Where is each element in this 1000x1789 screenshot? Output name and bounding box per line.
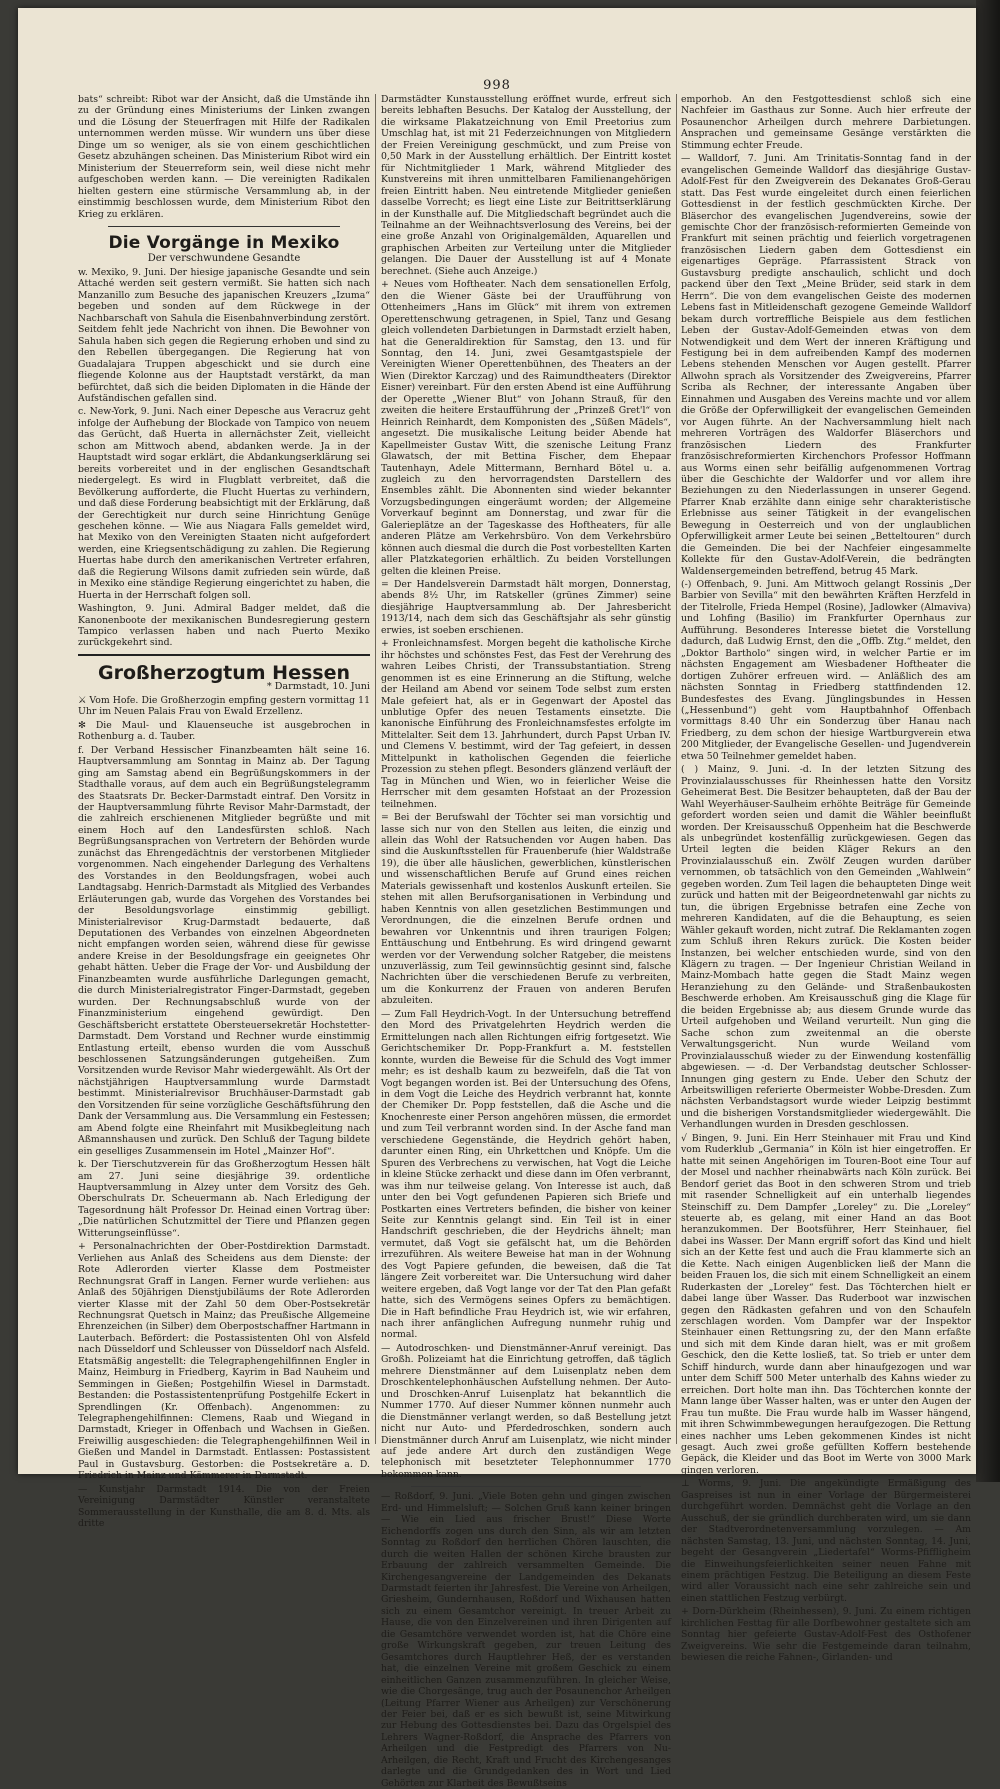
worms-article: ⊥ Worms, 9. Juni. Die angekündigte Ermäßigung des Gaspreises ist nun in einer Vorlage der Bürgermeisterei durchgeführt worden. Demnächst geht die Vorlage an den Ausschuß, der sie gründlich durchberaten wird, um sie dann der Stadtverordnetenversammlung vorzulegen. — Am nächsten Samstag, 13. Juni, und nächsten Sonntag, 14. Juni, begeht der Gesangverein „Liedertafel“ Worms-Pfiffligheim die Einweihungsfeierlichkeiten seiner neuen Fahne mit einem prächtigen Festzug. Die Beteiligung an diesem Feste wird aller Voraussicht nach eine sehr zahlreiche sein und einen stattlichen Festzug verbürgt. bbox=[681, 1478, 971, 1604]
offenbach-article: (-) Offenbach, 9. Juni. Am Mittwoch gelangt Rossinis „Der Barbier von Sevilla“ mit den bewährten Kräften Herzfeld in der Titelrolle, Frieda Hempel (Rosine), Jadlowker (Almaviva) und Lohfing (Basilio) im Frankfurter Opernhaus zur Aufführung. Besonderes Interesse bietet die Vorstellung dadurch, daß Ludwig Ernst, den die „Offb. Ztg.“ meldet, den „Doktor Bartholo“ singen wird, in welcher Partie er im nächsten Engagement am Wiesbadener Hoftheater die dortigen Zuhörer erfreuen wird. — Anläßlich des am nächsten Sonntag in Friedberg stattfindenden 12. Bundesfestes des Evang. Jünglingsbundes in Hessen („Hessenbund“) geht vom Hauptbahnhof Offenbach vormittags 8.40 Uhr ein Sonderzug über Hanau nach Friedberg, zu dem schon der hiesige Wartburgverein etwa 200 Mitglieder, der Evangelische Gesellen- und Jugendverein etwa 50 Teilnehmer gemeldet haben. bbox=[681, 579, 971, 762]
walldorf-article: — Walldorf, 7. Juni. Am Trinitatis-Sonntag fand in der evangelischen Gemeinde Walldorf das diesjährige Gustav-Adolf-Fest für den Zweigverein des Dekanates Groß-Gerau statt. Das Fest wurde eingeleitet durch einen feierlichen Gottesdienst in der festlich geschmückten Kirche. Der Bläserchor des evangelischen Jugendvereins, sowie der gemischte Chor der französisch-reformierten Gemeinde von Frankfurt mit seinen prächtig und feierlich vorgetragenen französischen Liedern gaben dem Gottesdienst ein eigenartiges Gepräge. Pfarrassistent Strack von Gustavsburg predigte anschaulich, schlicht und doch packend über den Text „Meine Brüder, seid stark in dem Herrn“. Die von dem evangelischen Geiste des modernen Lebens fast in Mitleidenschaft gezogene Gemeinde Walldorf bekam durch vortreffliche Beispiele aus dem festlichen Leben der Gustav-Adolf-Gemeinden etwas von dem Notwendigkeit und dem Wert der inneren Kräftigung und Festigung bei in dem aufreibenden Kampf des modernen Lebens stehenden Menschen vor Augen gestellt. Pfarrer Allwohn sprach als Vorsitzender des Zweigvereins, Pfarrer Scriba als Rechner, der interessante Angaben über Einnahmen und Ausgaben des Vereins machte und vor allem die Größe der Opferwilligkeit der evangelischen Gemeinden vor Augen führte. An der Nachversammlung hielt nach mehreren Vorträgen des Waldorfer Bläserchors und französischen Liedern des Frankfurter französischreformierten Kirchenchors Professor Hoffmann aus Worms einen sehr beifällig aufgenommenen Vortrag über die Geschichte der Waldorfer und vor allem ihre Beziehungen zu den Niederlassungen in unserer Gegend. Pfarrer Knab erzählte dann einige sehr charakteristische Erlebnisse aus seiner Tätigkeit in der evangelischen Bewegung in Oesterreich und von der unglaublichen Opferwilligkeit armer Leute bei seinen „Betteltouren“ durch die Gemeinden. Die bei der Nachfeier eingesammelte Kollekte für den Gustav-Adolf-Verein, die bedrängten Waldensergemeinden betreffend, betrug 45 Mark. bbox=[681, 153, 971, 577]
rossdorf-article: — Roßdorf, 9. Juni. „Viele Boten gehn und gingen zwischen Erd- und Himmelsluft; — Solchen Gruß kann keiner bringen — Wie ein Lied aus frischer Brust!“ Diese Worte Eichendorffs zogen uns durch den Sinn, als wir am letzten Sonntag zu Roßdorf den herrlichen Chören lauschten, die durch die weiten Hallen der schönen Kirche brausten zur Erbauung der zahlreich versammelten Gemeinde. Die Kirchengesangvereine der Landgemeinden des Dekanats Darmstadt feierten ihr Jahresfest. Die Vereine von Arheilgen, Griesheim, Gundernhausen, Roßdorf und Wixhausen hatten sich zu einem Gesamtchor vereinigt. In treuer Arbeit zu Hause, die von den Einzelvereinen und ihren Dirigenten auf die Gesamtchöre verwendet worden ist, hat die Chöre eine große Wirkungskraft gegeben, zur treuen Leitung des Gesamtchores durch Hauptlehrer Heß, der es verstanden hat, die einzelnen Vereine mit großem Geschick zu einem einheitlichen Ganzen zusammenzuführen. In gleicher Weise, wie die Chorgesänge, trug auch der Posaunenchor Arheilgen (Leitung Pfarrer Wiener aus Arheilgen) zur Verschönerung der Feier bei, daß er es sich bewußt ist, seine Mitwirkung zur Hebung des Gottesdienstes bei. Dazu das Orgelspiel des Lehrers Wagner-Roßdorf, die Ansprache des Pfarrers von Arheilgen und die Festpredigt des Pfarrers von Nu-Arheilgen, die Recht, Kraft und Frucht des Kirchengesanges darlegte und die Grundgedanken des in Wort und Lied Gehörten zur Klarheit des Bewußtseins bbox=[381, 1491, 671, 1789]
bingen-article: √ Bingen, 9. Juni. Ein Herr Steinhauer mit Frau und Kind vom Ruderklub „Germania“ in Köln ist hier eingetroffen. Er hatte mit seinen Angehörigen im Touren-Boot eine Tour auf der Mosel und nachher rheinabwärts nach Köln zurück. Bei Bendorf geriet das Boot in den schweren Strom und trieb mit rasender Schnelligkeit auf ein unterhalb liegendes Steinschiff zu. Dem Dampfer „Loreley“ zu. Die „Loreley“ steuerte ab, es gelang, mit einer Hand an das Boot heranzukommen. Der Bootsführer, Herr Steinhauer, fiel dabei ins Wasser. Der Mann ergriff sofort das Kind und hielt sich an der Kette fest und auch die Frau klammerte sich an die Kette. Nach einigen Augenblicken ließ der Mann die beiden Frauen los, die sich mit einem Schnelligkeit an einem Ruderkasten der „Loreley“ fest. Das Töchterchen hielt er dabei lange über Wasser. Das Ruderboot war inzwischen gegen den Rädkasten gefahren und von den Schaufeln zerschlagen worden. Vom Dampfer war der Inspektor Steinhauer einen Rettungsring zu, der den Mann erfaßte und sich mit dem Kinde daran hielt, was er mit großem Geschick, den die Kette losließ, tat. So trieb er unter dem Schiff hindurch, wurde dann aber hinaufgezogen und war unter dem Schiff 500 Meter unterhalb des Kahns wieder zu erreichen. Dort holte man ihn. Das Töchterchen konnte der Mann lange über Wasser halten, was er unter den Augen der Frau tun mußte. Die Frau wurde halb im Wasser hängend, mit ihren Schwimmbewegungen heraufgezogen. Die Rettung eines nachher ums Leben gekommenen Kindes ist nicht gesagt. Auch zwei große gefüllten Koffern bestehende Gepäck, die Kleider und das Boot im Werte von 3000 Mark gingen verloren. bbox=[681, 1132, 971, 1476]
scan-edge bbox=[976, 0, 1000, 1482]
court-news: ⚔ Vom Hofe. Die Großherzogin empfing gestern vormittag 11 Uhr im Neuen Palais Frau von Ewald Erzellenz. bbox=[78, 694, 370, 718]
newspaper-page bbox=[18, 8, 976, 1789]
epidemic-news: ✻ Die Maul- und Klauenseuche ist ausgebrochen in Rothenburg a. d. Tauber. bbox=[78, 719, 370, 743]
hessen-dateline: * Darmstadt, 10. Juni bbox=[266, 680, 370, 692]
column-3 bbox=[681, 94, 971, 1664]
corpus-christi-article: + Fronleichnamsfest. Morgen begeht die katholische Kirche ihr höchstes und schönstes Fest, das Fest der Verehrung des wahren Leibes Christi, der Transsubstantiation. Streng genommen ist es eine Erinnerung an die Stiftung, welche der Heiland am Abend vor seinem Tode selbst zum ersten Male gefeiert hat, als er in Gegenwart der Apostel das unblutige Opfer des neuen Testaments einsetzte. Die kanonische Einführung des Fronleichnamsfestes erfolgte im Mittelalter. Seit dem 13. Jahrhundert, durch Papst Urban IV. und Clemens V. bestimmt, wird der Tag gefeiert, in dessen Mittelpunkt in katholischen Gegenden die feierliche Prozession zu stehen pflegt. Besonders glänzend verläuft der Tag in München und Wien, wo in feierlicher Weise die Herrscher mit dem gesamten Hofstaat an der Prozession teilnehmen. bbox=[381, 638, 671, 810]
mexico-article-2: c. New-York, 9. Juni. Nach einer Depesche aus Veracruz geht infolge der Aufhebung der Blockade von Tampico von neuem das Gerücht, daß Huerta in allernächster Zeit, vielleicht schon am Mittwoch abend, abdanken werde. Ja in der Hauptstadt wird sogar erklärt, die Abdankungserklärung sei bereits vorbereitet und in der englischen Gesandtschaft niedergelegt. Es wird in Flugblatt verbreitet, daß die Bevölkerung aufforderte, die Flucht Huertas zu verhindern, und daß diese Forderung beabsichtigt mit der Erklärung, daß der Gerechtigkeit nur durch seine Hinrichtung Genüge geschehen könne. — Wie aus Niagara Falls gemeldet wird, hat Mexiko von den Vereinigten Staaten nicht aufgefordert werden, eine Kriegsentschädigung zu zahlen. Die Regierung Huertas habe durch den amerikanischen Vertreter erfahren, daß die Regierung Wilsons damit zufrieden sein würde, daß in Mexiko eine ständige Regierung eingerichtet zu haben, die Huerta in der Herrschaft folgen soll. bbox=[78, 406, 370, 601]
trade-association-article: = Der Handelsverein Darmstadt hält morgen, Donnerstag, abends 8½ Uhr, im Ratskeller (grünes Zimmer) seine diesjährige Hauptversammlung ab. Der Jahresbericht 1913/14, nach dem sich das Geschäftsjahr als sehr günstig erwies, ist soeben erschienen. bbox=[381, 579, 671, 636]
art-year-article: — Kunstjahr Darmstadt 1914. Die von der Freien Vereinigung Darmstädter Künstler veranstaltete Sommerausstellung in der Kunsthalle, die am 8. d. Mts. als dritte bbox=[78, 1483, 370, 1530]
dorn-durkheim-article: + Dorn-Dürkheim (Rheinhessen), 9. Juni. Zu einem richtigen kirchlichen Festtag für alle Dorfbewohner gestaltete sich am Sonntag hier gefeierte Gustav-Adolf-Fest des Osthofener Zweigvereins. Wie sehr die Festgemeinde daran teilnahm, bewiesen die reiche Fahnen-, Girlanden- und bbox=[681, 1606, 971, 1664]
cab-call-article: — Autodroschken- und Dienstmänner-Anruf vereinigt. Das Großh. Polizeiamt hat die Einrichtung getroffen, daß täglich mehrere Dienstmänner auf dem Luisenplatz neben dem Droschkentelephonhäuschen Aufstellung nehmen. Der Auto- und Droschken-Anruf Luisenplatz hat bekanntlich die Nummer 1770. Auf dieser Nummer können nunmehr auch die Dienstmänner verlangt werden, so daß Bestellung jetzt nicht nur Auto- und Pferdedroschken, sondern auch Dienstmänner durch Anruf am Luisenplatz, wie nicht minder auf jede andere Art durch den zuständigen Wege telephonisch mit besetzteter Telephonnummer 1770 bekommen kann. bbox=[381, 1342, 671, 1480]
section-divider bbox=[108, 226, 340, 227]
column-rule-left bbox=[375, 94, 376, 1444]
court-theatre-article: + Neues vom Hoftheater. Nach dem sensationellen Erfolg, den die Wiener Gäste bei der Uraufführung von Ottenheimers „Hans im Glück“ mit ihrem von extremen Operettenschwung getragenen, in Spiel, Tanz und Gesang gleich vollendeten Darbietungen in Darmstadt erzielt haben, hat die Generaldirektion für Samstag, den 13. und für Sonntag, den 14. Juni, zwei Gesamtgastspiele der Vereinigten Wiener Operettenbühnen, des Theaters an der Wien (Direktor Karczag) und des Raimundtheaters (Direktor Eisner) vereinbart. Für den ersten Abend ist eine Aufführung der Operette „Wiener Blut“ von Johann Strauß, für den zweiten die heitere Erstaufführung der „Prinzeß Gret'l“ von Heinrich Reinhardt, dem Komponisten des „Süßen Mädels“, angesetzt. Die musikalische Leitung beider Abende hat Kapellmeister Gustav Witt, die szenische Leitung Franz Glawatsch, der mit Bettina Fischer, dem Ehepaar Tautenhayn, Adele Mittermann, Bernhard Bötel u. a. zugleich zu den hervorragendsten Darstellern des Ensembles zählt. Die Abonnenten sind wieder bekannter Vorzugsbedingungen eingeräumt worden; der Allgemeine Vorverkauf beginnt am Donnerstag, und zwar für die Galerieplätze an der Tageskasse des Hoftheaters, für alle anderen Plätze am Verkehrsbüro. Von dem Verkehrsbüro können auch diesmal die durch die Post vorbestellten Karten aller Platzkategorien erhältlich. Zu beiden Vorstellungen gelten die kleinen Preise. bbox=[381, 279, 671, 577]
column-1 bbox=[78, 94, 370, 1530]
hessen-headline: Großherzogtum Hessen bbox=[97, 661, 351, 684]
column-rule-right bbox=[676, 94, 677, 1444]
mexico-headline: Die Vorgänge in Mexiko bbox=[108, 232, 340, 253]
page-number: 998 bbox=[483, 78, 511, 93]
rossdorf-continued: emporhob. An den Festgottesdienst schloß sich eine Nachfeier im Gasthaus zur Sonne. Auch hier erfreute der Posaunenchor Arheilgen durch mehrere Darbietungen. Ansprachen und gemeinsame Gesänge verstärkten die Stimmung echter Freude. bbox=[681, 94, 971, 151]
post-personnel-article: + Personalnachrichten der Ober-Postdirektion Darmstadt. Verliehen aus Anlaß des Scheidens aus dem Dienste: der Rote Adlerorden vierter Klasse dem Postmeister Rechnungsrat Graff in Langen. Ferner wurde verliehen: aus Anlaß des 50jährigen Dienstjubiläums der Rote Adlerorden vierter Klasse mit der Zahl 50 dem Ober-Postsekretär Rechnungsrat Quetsch in Mainz; das Preußische Allgemeine Ehrenzeichen (in Silber) dem Oberpostschaffner Hartmann in Lauterbach. Befördert: die Postassistenten Ohl von Alsfeld nach Düsseldorf und Schleusser von Düsseldorf nach Alsfeld. Etatsmäßig angestellt: die Telegraphengehilfinnen Engler in Mainz, Heimburg in Friedberg, Kayrim in Bad Nauheim und Semmingen in Gießen; Postgehilfin Wiesel in Darmstadt. Bestanden: die Postassistentenprüfung Postgehilfe Eckert in Sprendlingen (Kr. Offenbach). Angenommen: zu Telegraphengehilfinnen: Clemens, Raab und Wiegand in Darmstadt, Krieger in Offenbach und Wachsen in Gießen. Freiwillig ausgeschieden: die Telegraphengehilfinnen Weil in Gießen und Mandel in Darmstadt. Entlassen: Postassistent Paul in Gustavsburg. Gestorben: die Postsekretäre a. D. Friedrich in Mainz und Kämmerer in Darmstadt. bbox=[78, 1241, 370, 1482]
mainz-article: ( ) Mainz, 9. Juni. -d. In der letzten Sitzung des Provinzialausschusses für Rheinhessen hatte den Vorsitz Geheimerat Best. Die Besitzer behaupteten, daß der Bau der Wahl Weyerhäuser-Saulheim erhöhte Beiträge für Gemeinde gefordert worden seien und damit die Wähler beeinflußt worden. Der Kreisausschuß Oppenheim hat die Beschwerde als unbegründet kostenfällig zurückgewiesen. Gegen das Urteil legten die beiden Kläger Rekurs an den Provinzialausschuß ein. Zwölf Zeugen wurden darüber vernommen, ob tatsächlich von den Gemeinden „Wahlwein“ gegeben worden. Zum Teil lagen die behaupteten Dinge weit zurück und hatten mit der Beigeordnetenwahl gar nichts zu tun, die übrigen Ergebnisse betrafen eine Zeche von mehreren Kandidaten, auf die die Behauptung, es seien Wähler gekauft worden, nicht zutraf. Die Reklamanten zogen zum Schluß ihren Rekurs zurück. Die Kosten beider Instanzen, bei welcher entschieden wurde, sind von den Klägern zu tragen. — Der Ingenieur Christian Weiland in Mainz-Mombach hatte gegen die Stadt Mainz wegen Heranziehung zu den Gelände- und Straßenbaukosten Beschwerde erhoben. Am Kreisausschuß ging die Klage für die beiden Ergebnisse ab; aus diesem Grunde wurde das Urteil aufgehoben und Weiland verurteilt. Nun ging die Sache schon zum zweitenmal an die oberste Verwaltungsgericht. Nun wurde Weiland vom Provinzialausschuß wieder zu der Einwendung kostenfällig abgewiesen. — -d. Der Verbandstag deutscher Schlosser-Innungen ging gestern zu Ende. Ueber den Schutz der Arbeitswilligen referierte Obermeister Wobbe-Dresden. Zum nächsten Verbandstagsort wurde wieder Leipzig bestimmt und die bisherigen Vorstandsmitglieder wiedergewählt. Die Verhandlungen wurden in Dresden geschlossen. bbox=[681, 764, 971, 1131]
heydrich-case-article: — Zum Fall Heydrich-Vogt. In der Untersuchung betreffend den Mord des Privatgelehrten Heydrich werden die Ermittelungen nach allen Richtungen eifrig fortgesetzt. Wie Gerichtschemiker Dr. Popp-Frankfurt a. M. feststellen konnte, wurden die Beweise für die Schuld des Vogt immer mehr; es ist deshalb kaum zu bezweifeln, daß die Tat von Vogt begangen worden ist. Bei der Untersuchung des Ofens, in dem Vogt die Leiche des Heydrich verbrannt hat, konnte der Chemiker Dr. Popp feststellen, daß die Asche und die Knochenreste einer Person angehören müssen, die ermordet und zum Teil verbrannt worden sind. In der Asche fand man verschiedene Gegenstände, die Heydrich gehört haben, darunter einen Ring, ein Uhrkettchen und Knöpfe. Um die Spuren des Verbrechens zu verwischen, hat Vogt die Leiche in kleine Stücke zerhackt und diese dann im Ofen verbrannt, was ihm nur teilweise gelang. Von Interesse ist auch, daß unter den bei Vogt gefundenen Papieren sich Briefe und Postkarten eines Vertreters befinden, die bisher von keiner Seite zur Kenntnis gelangt sind. Ein Teil ist in einer Handschrift geschrieben, die der Heydrichs ähnelt; man vermutet, daß Vogt sie gefälscht hat, um die Behörden irrezuführen. Als weitere Beweise hat man in der Wohnung des Vogt Papiere gefunden, die beweisen, daß die Tat längere Zeit vorbereitet war. Die Untersuchung wird daher weitere ergeben, daß Vogt lange vor der Tat den Plan gefaßt hatte, sich des Vermögens seines Opfers zu bemächtigen. Die in Haft befindliche Frau Heydrich ist, wie wir erfahren, nach ihrer anfänglichen Aufregung nunmehr ruhig und normal. bbox=[381, 1008, 671, 1341]
ribot-article-end: bats“ schreibt: Ribot war der Ansicht, daß die Umstände ihn zu der Gründung eines Ministeriums der Linken zwangen und die Lösung der Steuerfragen mit Hilfe der Radikalen unternommen werden müsse. Wir wundern uns über diese Dinge um so weniger, als sie von einem geschichtlichen Gesetz abzuhängen scheinen. Das Ministerium Ribot wird ein Ministerium der Steuerreform sein, weil diese nicht mehr aufgeschoben werden kann. — Die vereinigten Radikalen hielten gestern eine stürmische Versammlung ab, in der einstimmig beschlossen wurde, dem Ministerium Ribot den Krieg zu erklären. bbox=[78, 94, 370, 220]
mexico-article-3: Washington, 9. Juni. Admiral Badger meldet, daß die Kanonenboote der mexikanischen Bundesregierung gestern Tampico verlassen haben und nach Puerto Mexiko zurückgekehrt sind. bbox=[78, 603, 370, 649]
mexico-subheadline: Der verschwundene Gesandte bbox=[147, 252, 301, 264]
animal-protection-article: k. Der Tierschutzverein für das Großherzogtum Hessen hält am 27. Juni seine diesjährige 39. ordentliche Hauptversammlung in Alzey unter dem Vorsitz des Geh. Oberschulrats Dr. Scheuermann ab. Nach Erledigung der Tagesordnung hält Professor Dr. Heinad einen Vortrag über: „Die natürlichen Schutzmittel der Tiere und Pflanzen gegen Witterungseinflüsse“. bbox=[78, 1159, 370, 1239]
section-divider bbox=[78, 654, 370, 656]
mexico-article-1: w. Mexiko, 9. Juni. Der hiesige japanische Gesandte und sein Attaché werden seit gestern vermißt. Sie hatten sich nach Manzanillo zum Besuche des japanischen Kreuzers „Izuma“ begeben und sonden auf dem Rückwege in der Nachbarschaft von Sahula die Eisenbahnverbindung zerstört. Seitdem fehlt jede Nachricht von ihnen. Die Bewohner von Sahula haben sich gegen die Regierung erhoben und sind zu den Rebellen übergegangen. Die Regierung hat von Guadalajara Truppen abgeschickt und sie durch eine fliegende Kolonne aus der Hauptstadt verstärkt, da man befürchtet, daß sich die beiden Diplomaten in die Hände der Aufständischen gefallen sind. bbox=[78, 266, 370, 404]
art-exhibition-continued: Darmstädter Kunstausstellung eröffnet wurde, erfreut sich bereits lebhaften Besuchs. Der Katalog der Ausstellung, der die wirksame Plakatzeichnung von Emil Preetorius zum Umschlag hat, ist mit 21 Federzeichnungen von Mitgliedern der Freien Vereinigung geschmückt, und zum Preise von 0,50 Mark in der Ausstellung erhältlich. Der Eintritt kostet für Nichtmitglieder 1 Mark, während Mitglieder des Kunstvereins mit ihren unmittelbaren Familienangehörigen freien Eintritt haben. Neu eintretende Mitglieder genießen dasselbe Vorrecht; es liegt eine Liste zur Beitrittserklärung in der Kunsthalle auf. Die Mitgliedschaft begründet auch die Teilnahme an der Weihnachtsverlosung des Vereins, bei der eine große Anzahl von Originalgemälden, Aquarellen und graphischen Arbeiten zur Verteilung unter die Mitglieder gelangen. Die Dauer der Ausstellung ist auf 4 Monate berechnet. (Siehe auch Anzeige.) bbox=[381, 94, 671, 277]
career-choice-article: = Bei der Berufswahl der Töchter sei man vorsichtig und lasse sich nur von den Stellen aus leiten, die einzig und allein das Wohl der Ratsuchenden vor Augen haben. Das sind die Auskunftsstellen für Frauenberufe (hier Waldstraße 19), die über alle häuslichen, gewerblichen, künstlerischen und wissenschaftlichen Berufe auf Grund eines reichen Materials gewissenhaft und kostenlos Auskunft erteilen. Sie stehen mit allen Berufsorganisationen in Verbindung und haben Kenntnis von allen gesetzlichen Bestimmungen und Verordnungen, die die einzelnen Berufe ordnen und bewahren vor Unkenntnis und ihren traurigen Folgen; Enttäuschung und Entbehrung. Es wird dringend gewarnt werden vor der Verwendung solcher Ratgeber, die meistens unzuverlässig, zum Teil gewinnsüchtig gesinnt sind, falsche Nachrichten über die verschiedenen Berufe zu verbreiten, um die Konkurrenz der Frauen von anderen Berufen abzuleiten. bbox=[381, 812, 671, 1007]
column-2 bbox=[381, 94, 671, 1789]
finance-officials-article: f. Der Verband Hessischer Finanzbeamten hält seine 16. Hauptversammlung am Sonntag in Mainz ab. Der Tagung ging am Samstag abend ein Begrüßungskommers in der Stadthalle voraus, auf dem auch ein Begrüßungstelegramm des Staatsrats Dr. Becker-Darmstadt eintraf. Den Vorsitz in der Hauptversammlung führte Revisor Mahr-Darmstadt, der die zahlreich erschienenen Mitglieder begrüßte und mit einem Hoch auf den Landesfürsten schloß. Nach Begrüßungsansprachen von Vertretern der Behörden wurde zunächst das Ehrengedächtnis der verstorbenen Mitglieder vorgenommen. Nach eingehender Darlegung des Verhaltens des Vorstandes in den Beoldungsfragen, wobei auch Landtagsabg. Henrich-Darmstadt als Mitglied des Verbandes Erläuterungen gab, wurde das Vorgehen des Vorstandes bei der Besoldungsvorlage einstimmig gebilligt. Ministerialrevisor Krug-Darmstadt bedauerte, daß Deputationen des Verbandes von einzelnen Abgeordneten nicht empfangen worden seien, während diese für gewisse andere Kreise in der Besoldungsfrage ein geeignetes Ohr gehabt hätten. Ueber die Frage der Vor- und Ausbildung der Finanzbeamten wurde ausführliche Darlegungen gemacht, die durch Ministerialregistrator Finger-Darmstadt, gegeben wurden. Der Rechnungsabschluß wurde von der Finanzministerium eingehend gewürdigt. Den Geschäftsbericht erstattete Obersteuersekretär Hochstetter-Darmstadt. Dem Vorstand und Rechner wurde einstimmig Entlastung erteilt, ebenso wurden die vom Ausschuß beschlossenen Satzungsänderungen gutgeheißen. Zum Vorsitzenden wurde Revisor Mahr wiedergewählt. Als Ort der nächstjährigen Hauptversammlung wurde Darmstadt bestimmt. Ministerialrevisor Bruchhäuser-Darmstadt gab den Vorsitzenden für seine vorzügliche Geschäftsführung den Dank der Versammlung aus. Die Versammlung ein Festessen; am Abend folgte eine Rheinfahrt mit Musikbegleitung nach Aßmannshausen und zurück. Den Schluß der Tagung bildete ein geselliges Zusammensein im Hotel „Mainzer Hof“. bbox=[78, 744, 370, 1157]
section-divider bbox=[411, 1486, 641, 1487]
